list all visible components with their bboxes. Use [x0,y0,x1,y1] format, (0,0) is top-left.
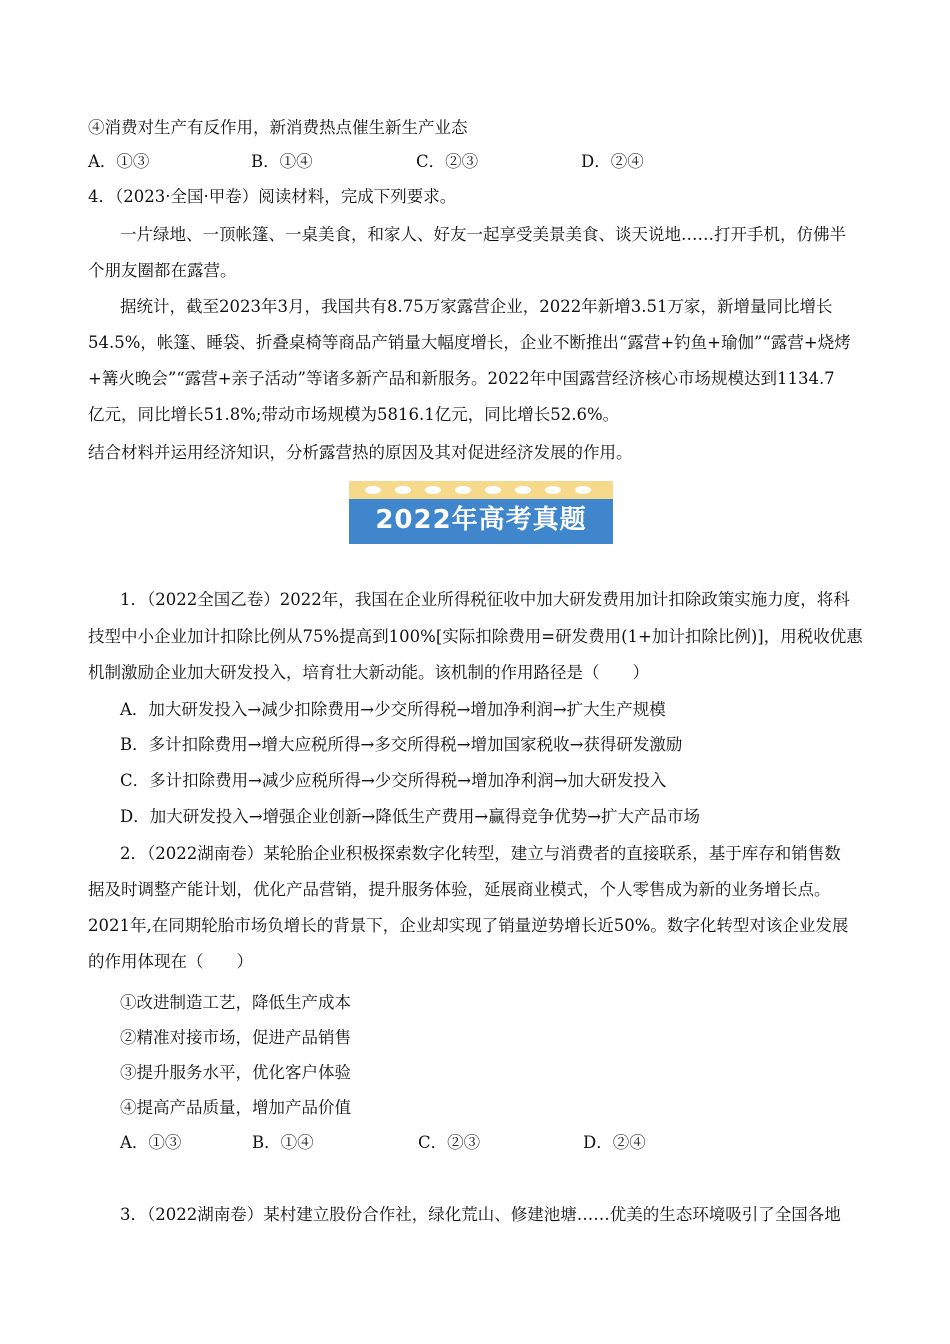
q2-line2: 据及时调整产能计划，优化产品营销，提升服务体验，延展商业模式，个人零售成为新的业务增长点。 [88,880,831,899]
banner-strip [349,481,613,499]
question-4-para2-line2: 54.5%，帐篷、睡袋、折叠桌椅等商品产销量大幅度增长，企业不断推出“露营+钓鱼+瑜伽”“露营+烧烤 [88,333,851,352]
banner-dot [455,486,471,494]
q1-line1: 1．（2022全国乙卷）2022年，我国在企业所得税征收中加大研发费用加计扣除政策实施力度，将科 [120,590,850,609]
option-a: A．①③ [88,152,150,171]
question-4-para1-line1: 一片绿地、一顶帐篷、一桌美食，和家人、好友一起享受美景美食、谈天说地……打开手机，仿佛半 [120,225,846,244]
q2-line3: 2021年,在同期轮胎市场负增长的背景下，企业却实现了销量逆势增长近50%。数字化转型对该企业发展 [88,916,849,935]
question-4-para2-line1: 据统计，截至2023年3月，我国共有8.75万家露营企业，2022年新增3.51万家，新增量同比增长 [120,297,833,316]
q2-item-4: ④提高产品质量，增加产品价值 [120,1098,351,1117]
option-b: B．①④ [251,152,313,171]
q2-option-a: A．①③ [120,1133,182,1152]
question-4-para2-line3: +篝火晚会”“露营+亲子活动”等诸多新产品和新服务。2022年中国露营经济核心市场规模达到1134.7 [88,369,835,388]
banner-title: 2022年高考真题 [375,505,587,535]
q1-option-a: A．加大研发投入→减少扣除费用→少交所得税→增加净利润→扩大生产规模 [120,700,666,719]
banner-dot [515,486,531,494]
q2-line4: 的作用体现在（ ） [88,952,253,971]
q2-line1: 2．（2022湖南卷）某轮胎企业积极探索数字化转型，建立与消费者的直接联系，基于库存和销售数 [120,844,841,863]
q2-item-1: ①改进制造工艺，降低生产成本 [120,993,351,1012]
option-d: D．②④ [581,152,644,171]
question-4-para2-line4: 亿元，同比增长51.8%;带动市场规模为5816.1亿元，同比增长52.6%。 [88,405,620,424]
banner-dot [395,486,411,494]
banner-dot [425,486,441,494]
q1-option-d: D．加大研发投入→增强企业创新→降低生产费用→赢得竞争优势→扩大产品市场 [120,807,701,826]
banner-dot [365,486,381,494]
q2-option-c: C．②③ [418,1133,481,1152]
option-c: C．②③ [416,152,479,171]
q1-line2: 技型中小企业加计扣除比例从75%提高到100%[实际扣除费用=研发费用(1+加计扣除比例)]，用税收优惠 [88,627,863,646]
q2-item-3: ③提升服务水平，优化客户体验 [120,1063,351,1082]
q2-option-b: B．①④ [252,1133,314,1152]
q1-line3: 机制激励企业加大研发投入，培育壮大新动能。该机制的作用路径是（ ） [88,663,649,682]
q1-option-c: C．多计扣除费用→减少应税所得→少交所得税→增加净利润→加大研发投入 [120,771,667,790]
question-4-para1-line2: 个朋友圈都在露营。 [88,261,237,280]
q1-option-b: B．多计扣除费用→增大应税所得→多交所得税→增加国家税收→获得研发激励 [120,735,683,754]
q3-line1: 3．（2022湖南卷）某村建立股份合作社，绿化荒山、修建池塘……优美的生态环境吸引了全国各地 [120,1205,841,1224]
banner-dot [545,486,561,494]
section-banner [349,481,613,544]
q2-item-2: ②精准对接市场，促进产品销售 [120,1028,351,1047]
statement-4: ④消费对生产有反作用，新消费热点催生新生产业态 [88,118,468,137]
q2-option-d: D．②④ [583,1133,646,1152]
question-4-task: 结合材料并运用经济知识，分析露营热的原因及其对促进经济发展的作用。 [88,443,633,462]
question-4-header: 4．（2023·全国·甲卷）阅读材料，完成下列要求。 [88,187,457,206]
banner-dot [575,486,591,494]
banner-dot [485,486,501,494]
